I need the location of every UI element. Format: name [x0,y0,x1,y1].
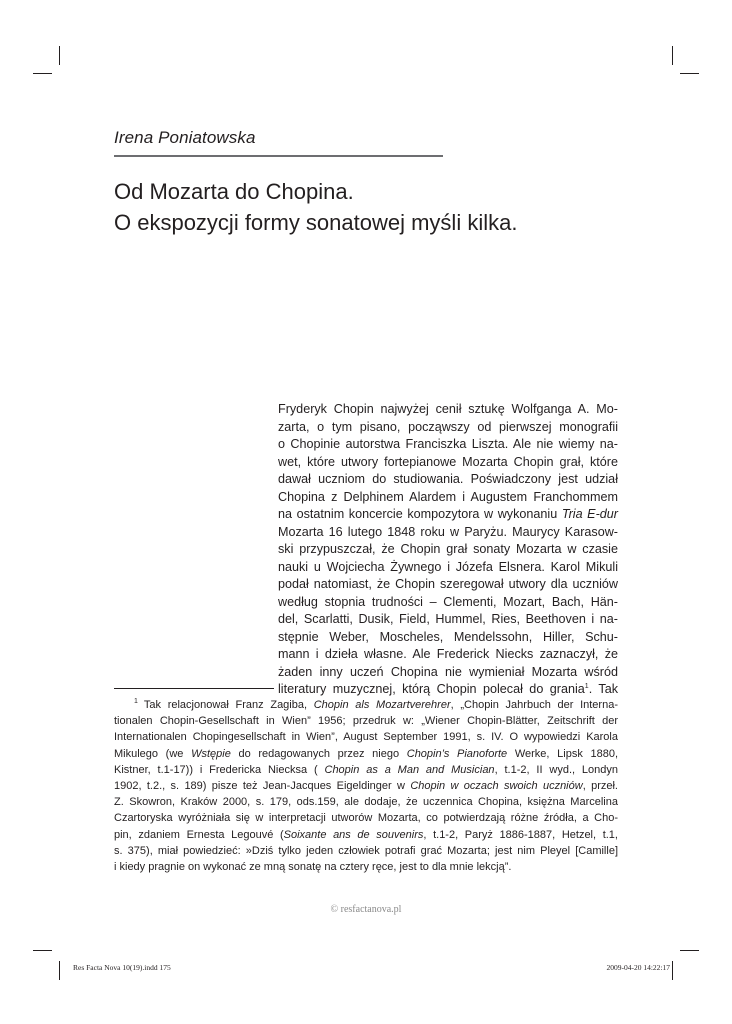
body-line: del, Scarlatti, Dusik, Field, Hummel, Ries, Beethoven i na- [278,612,618,626]
footnote-line: pin, zdaniem Ernesta Legouvé (Soixante ans de souvenirs, t.1-2, Paryż 1886-1887, Hetzel, t.1, [114,828,618,841]
crop-mark [680,73,699,74]
slug-timestamp: 2009-04-20 14:22:17 [606,963,670,972]
body-line: Fryderyk Chopin najwyżej cenił sztukę Wolfganga A. Mo- [278,402,618,416]
copyright-notice: © resfactanova.pl [330,904,402,915]
body-paragraph [278,401,618,699]
footnote-line: i kiedy pragnie on wykonać ze mną sonatę na cztery ręce, jest to dla mnie lekcją”. [114,860,512,873]
footnote-line: 1902, t.2., s. 189) pisze też Jean-Jacques Eigeldinger w Chopin w oczach swoich uczniów, przeł. [114,779,618,792]
footnote-line: $^1$ Tak relacjonował Franz Zagiba, Chopin als Mozartverehrer, „Chopin Jahrbuch der Interna- [134,698,618,711]
footnote-line: Czartoryska wyróżniała się w interpretacji utworów Mozarta, co potwierdzają różne źródła, a Cho- [114,812,618,825]
footnote [114,697,618,875]
crop-mark [59,46,60,65]
crop-mark [680,950,699,951]
body-line: literatury muzycznej, którą Chopin polecał do grania$^1$. Tak [278,682,618,696]
body-line: Chopina z Delphinem Alardem i Augustem Franchommem [278,489,618,504]
footnote-line: Mikulego (we Wstępie do redagowanych przez niego Chopin’s Pianoforte Werke, Lipsk 1880, [114,747,619,760]
footnote-line: Internationalen Chopingesellschaft in Wien”, August September 1991, s. IV. O wypowiedzi Karola [114,731,618,744]
body-line: zarta, o tym pisano, począwszy od pierwszej monografii [278,419,618,434]
footnote-line: Z. Skowron, Kraków 2000, s. 179, ods.159, ale dodaje, że uczennica Chopina, księżna Marcelina [114,796,618,809]
crop-mark [33,950,52,951]
body-line: dawał uczniom do studiowania. Poświadczony jest udział [278,472,618,486]
crop-mark [672,46,673,65]
title-line: Od Mozarta do Chopina. [114,179,354,204]
footnote-number: 1 [134,698,138,705]
author-name: Irena Poniatowska [114,128,256,147]
body-line: o Chopinie autorstwa Franciszka Liszta. Ale nie wiemy na- [278,437,618,451]
author-rule [114,155,443,157]
article-title [114,176,674,238]
crop-mark [33,73,52,74]
body-line: stępnie Weber, Moscheles, Mendelssohn, Hiller, Schu- [278,629,618,644]
body-line: nauki u Wojciecha Żywnego i Józefa Elsnera. Karol Mikuli [278,559,618,574]
body-line: na ostatnim koncercie kompozytora w wykonaniu Tria E-dur [278,507,618,521]
footnote-rule [114,688,274,689]
body-line: mann i dzieła własne. Ale Frederick Niecks zaznaczył, że [278,647,618,661]
body-line: wet, które utwory fortepianowe Mozarta Chopin grał, które [278,454,618,469]
body-line: Mozarta 16 lutego 1848 roku w Paryżu. Maurycy Karasow- [278,524,618,539]
crop-mark [672,961,673,980]
crop-mark [59,961,60,980]
title-line: O ekspozycji formy sonatowej myśli kilka. [114,210,518,235]
body-line: podał natomiast, że Chopin szeregował utwory dla uczniów [278,577,618,591]
footnote-line: s. 375), miał powiedzieć: »Dziś tylko jeden człowiek potrafi grać Mozarta; jest nim Pleyel [Camille] [114,844,618,857]
footnote-line: Kistner, t.1-17)) i Fredericka Niecksa ( Chopin as a Man and Musician, t.1-2, II wyd., Londyn [114,763,619,776]
body-line: według stopnia trudności – Clementi, Mozart, Bach, Hän- [278,594,618,609]
slug-file-info: Res Facta Nova 10(19).indd 175 [73,963,171,972]
body-line: ski przypuszczał, że Chopin grał sonaty Mozarta w czasie [278,542,618,556]
body-line: żaden inny uczeń Chopina nie wymieniał Mozarta wśród [278,664,618,679]
footnote-line: tionalen Chopin-Gesellschaft in Wien” 1956; przedruk w: „Wiener Chopin-Blätter, Zeitschrift der [114,715,618,728]
